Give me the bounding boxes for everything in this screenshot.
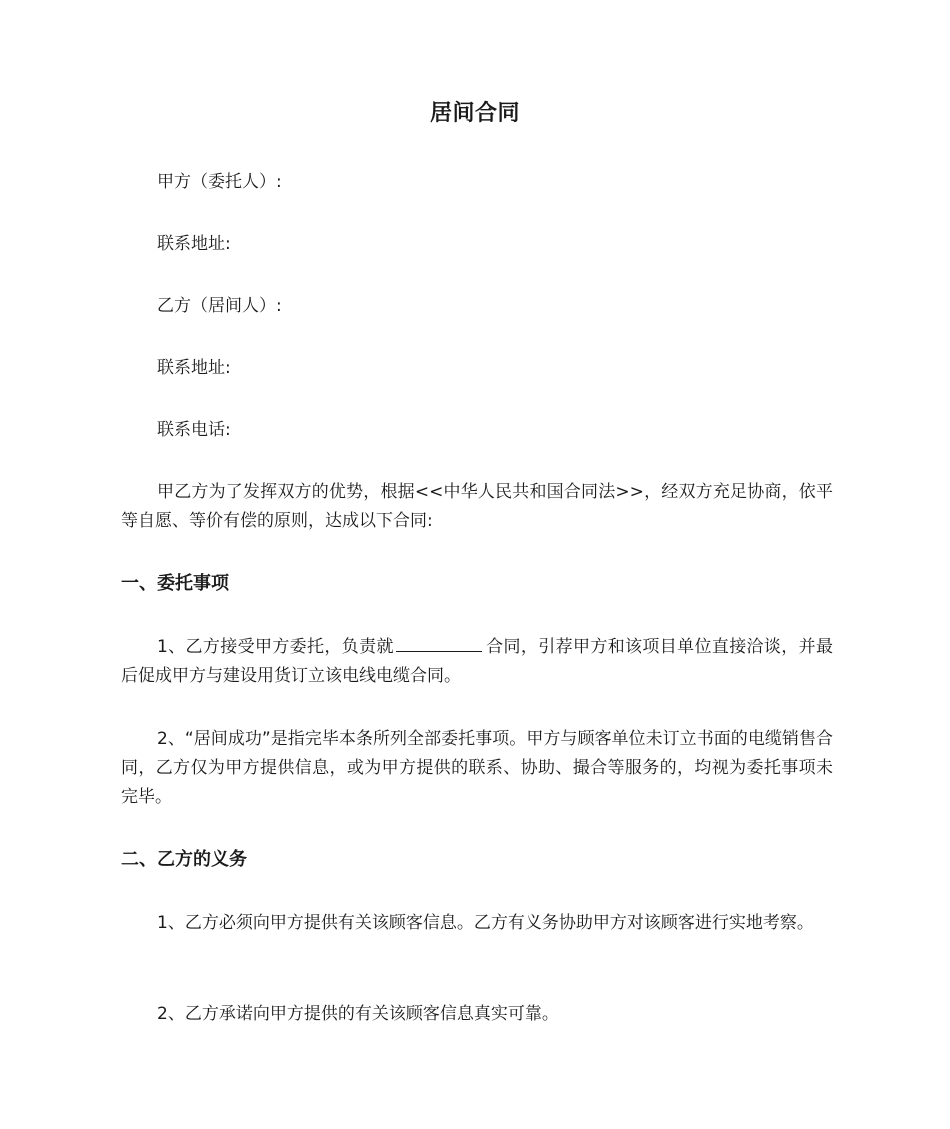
section-2-item-2: 2、乙方承诺向甲方提供的有关该顾客信息真实可靠。 (157, 1004, 559, 1024)
party-b-phone-label: 联系电话: (157, 420, 231, 440)
party-b-address-label: 联系地址: (157, 358, 231, 378)
preamble-paragraph: 甲乙方为了发挥双方的优势，根据<<中华人民共和国合同法>>，经双方充足协商，依平等自愿、等价有偿的原则，达成以下合同: (121, 482, 833, 531)
section-1-item-1 (121, 633, 833, 691)
section-1-heading: 一、委托事项 (121, 573, 229, 594)
blank-underline (396, 634, 482, 652)
section-1-item-2: 2、“居间成功”是指完毕本条所列全部委托事项。甲方与顾客单位未订立书面的电缆销售合同，乙方仅为甲方提供信息，或为甲方提供的联系、协助、撮合等服务的，均视为委托事项未完毕。 (121, 729, 833, 807)
section-2-heading: 二、乙方的义务 (121, 849, 247, 870)
section-2-item-1: 1、乙方必须向甲方提供有关该顾客信息。乙方有义务协助甲方对该顾客进行实地考察。 (157, 913, 814, 933)
party-a-label: 甲方（委托人）: (157, 172, 282, 192)
party-a-address-label: 联系地址: (157, 234, 231, 254)
section-1-item-1-text-before: 1、乙方接受甲方委托，负责就 (157, 637, 394, 657)
section-1-item-1-text-after: 合同，引荐甲方和该项目单位直接洽谈，并最后促成甲方与建设用货订立该电线电缆合同。 (121, 637, 833, 686)
party-b-label: 乙方（居间人）: (157, 296, 282, 316)
document-title: 居间合同 (429, 101, 520, 126)
